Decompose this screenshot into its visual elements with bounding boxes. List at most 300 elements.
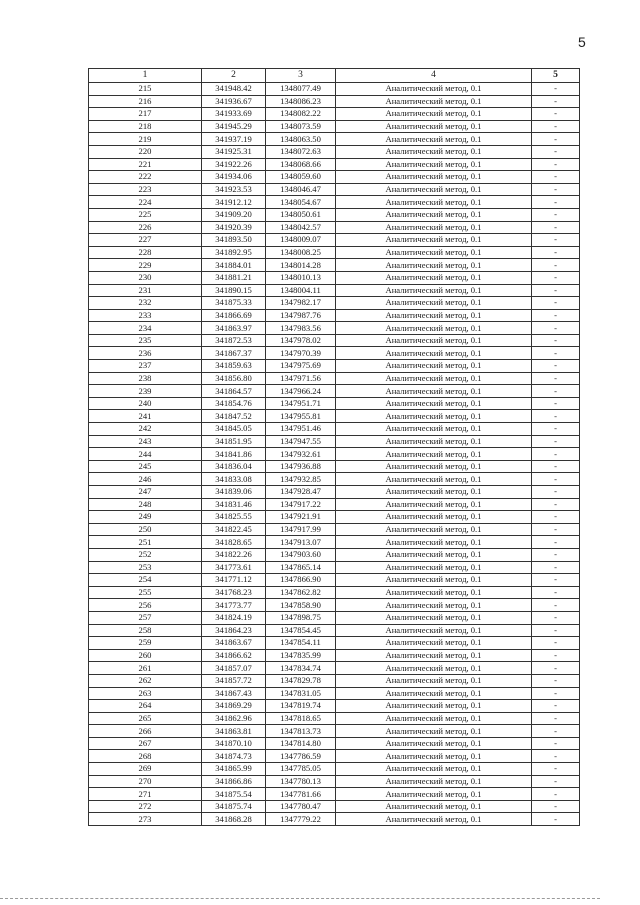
cell-coord-y: 1347813.73 [266, 725, 336, 738]
cell-point-number: 265 [89, 712, 202, 725]
cell-note: - [532, 385, 580, 398]
table-row [89, 297, 580, 310]
cell-method: Аналитический метод, 0.1 [336, 171, 532, 184]
cell-point-number: 249 [89, 511, 202, 524]
table-row [89, 347, 580, 360]
table-row [89, 133, 580, 146]
cell-method: Аналитический метод, 0.1 [336, 611, 532, 624]
cell-note: - [532, 486, 580, 499]
cell-coord-y: 1347819.74 [266, 700, 336, 713]
cell-point-number: 256 [89, 599, 202, 612]
cell-point-number: 245 [89, 460, 202, 473]
cell-method: Аналитический метод, 0.1 [336, 498, 532, 511]
cell-point-number: 270 [89, 775, 202, 788]
cell-coord-x: 341945.29 [202, 120, 266, 133]
cell-method: Аналитический метод, 0.1 [336, 259, 532, 272]
cell-coord-x: 341864.57 [202, 385, 266, 398]
cell-coord-y: 1347971.56 [266, 372, 336, 385]
cell-coord-y: 1348073.59 [266, 120, 336, 133]
table-row [89, 234, 580, 247]
cell-coord-y: 1347983.56 [266, 322, 336, 335]
cell-point-number: 219 [89, 133, 202, 146]
table-row [89, 674, 580, 687]
cell-note: - [532, 246, 580, 259]
cell-note: - [532, 360, 580, 373]
header-col-3: 3 [266, 69, 336, 83]
cell-note: - [532, 221, 580, 234]
cell-coord-y: 1348042.57 [266, 221, 336, 234]
cell-method: Аналитический метод, 0.1 [336, 548, 532, 561]
cell-coord-y: 1348068.66 [266, 158, 336, 171]
table-row [89, 108, 580, 121]
cell-coord-y: 1347975.69 [266, 360, 336, 373]
cell-method: Аналитический метод, 0.1 [336, 813, 532, 826]
cell-method: Аналитический метод, 0.1 [336, 649, 532, 662]
cell-note: - [532, 309, 580, 322]
table-row [89, 574, 580, 587]
cell-coord-x: 341822.45 [202, 523, 266, 536]
cell-coord-x: 341866.86 [202, 775, 266, 788]
table-row [89, 737, 580, 750]
cell-method: Аналитический метод, 0.1 [336, 637, 532, 650]
cell-note: - [532, 208, 580, 221]
table-row [89, 800, 580, 813]
cell-point-number: 267 [89, 737, 202, 750]
cell-coord-x: 341884.01 [202, 259, 266, 272]
cell-method: Аналитический метод, 0.1 [336, 712, 532, 725]
cell-coord-x: 341866.69 [202, 309, 266, 322]
cell-point-number: 218 [89, 120, 202, 133]
table-row [89, 687, 580, 700]
cell-point-number: 272 [89, 800, 202, 813]
table-row [89, 259, 580, 272]
cell-coord-x: 341865.99 [202, 763, 266, 776]
cell-point-number: 220 [89, 145, 202, 158]
cell-coord-x: 341862.96 [202, 712, 266, 725]
table-row [89, 334, 580, 347]
cell-method: Аналитический метод, 0.1 [336, 460, 532, 473]
cell-coord-y: 1347829.78 [266, 674, 336, 687]
cell-note: - [532, 133, 580, 146]
cell-method: Аналитический метод, 0.1 [336, 309, 532, 322]
cell-coord-x: 341933.69 [202, 108, 266, 121]
cell-note: - [532, 725, 580, 738]
header-col-2: 2 [202, 69, 266, 83]
cell-coord-x: 341867.37 [202, 347, 266, 360]
cell-method: Аналитический метод, 0.1 [336, 95, 532, 108]
cell-coord-x: 341869.29 [202, 700, 266, 713]
cell-method: Аналитический метод, 0.1 [336, 687, 532, 700]
cell-coord-x: 341875.33 [202, 297, 266, 310]
cell-method: Аналитический метод, 0.1 [336, 145, 532, 158]
cell-point-number: 263 [89, 687, 202, 700]
cell-point-number: 271 [89, 788, 202, 801]
cell-method: Аналитический метод, 0.1 [336, 624, 532, 637]
table-row [89, 662, 580, 675]
cell-coord-x: 341948.42 [202, 83, 266, 96]
table-row [89, 649, 580, 662]
cell-point-number: 254 [89, 574, 202, 587]
table-row [89, 385, 580, 398]
cell-coord-x: 341824.19 [202, 611, 266, 624]
cell-method: Аналитический метод, 0.1 [336, 284, 532, 297]
cell-note: - [532, 788, 580, 801]
table-row [89, 712, 580, 725]
cell-coord-x: 341828.65 [202, 536, 266, 549]
cell-method: Аналитический метод, 0.1 [336, 448, 532, 461]
cell-method: Аналитический метод, 0.1 [336, 536, 532, 549]
table-row [89, 271, 580, 284]
cell-coord-y: 1347865.14 [266, 561, 336, 574]
cell-coord-x: 341874.73 [202, 750, 266, 763]
table-row [89, 700, 580, 713]
cell-method: Аналитический метод, 0.1 [336, 574, 532, 587]
cell-coord-y: 1347936.88 [266, 460, 336, 473]
cell-coord-x: 341870.10 [202, 737, 266, 750]
cell-note: - [532, 737, 580, 750]
cell-coord-y: 1348009.07 [266, 234, 336, 247]
table-row [89, 448, 580, 461]
cell-coord-y: 1347932.85 [266, 473, 336, 486]
cell-coord-x: 341841.86 [202, 448, 266, 461]
cell-method: Аналитический метод, 0.1 [336, 397, 532, 410]
cell-point-number: 261 [89, 662, 202, 675]
table-row [89, 548, 580, 561]
cell-note: - [532, 259, 580, 272]
cell-method: Аналитический метод, 0.1 [336, 473, 532, 486]
cell-method: Аналитический метод, 0.1 [336, 423, 532, 436]
cell-coord-y: 1347928.47 [266, 486, 336, 499]
cell-method: Аналитический метод, 0.1 [336, 737, 532, 750]
cell-point-number: 255 [89, 586, 202, 599]
cell-point-number: 253 [89, 561, 202, 574]
cell-note: - [532, 763, 580, 776]
cell-note: - [532, 284, 580, 297]
cell-note: - [532, 460, 580, 473]
cell-point-number: 227 [89, 234, 202, 247]
cell-coord-y: 1347862.82 [266, 586, 336, 599]
cell-note: - [532, 95, 580, 108]
cell-point-number: 259 [89, 637, 202, 650]
cell-method: Аналитический метод, 0.1 [336, 523, 532, 536]
cell-note: - [532, 397, 580, 410]
cell-coord-y: 1348063.50 [266, 133, 336, 146]
table-row [89, 511, 580, 524]
cell-coord-x: 341859.63 [202, 360, 266, 373]
cell-coord-x: 341845.05 [202, 423, 266, 436]
cell-note: - [532, 599, 580, 612]
cell-coord-y: 1348046.47 [266, 183, 336, 196]
cell-method: Аналитический метод, 0.1 [336, 410, 532, 423]
cell-coord-x: 341773.77 [202, 599, 266, 612]
table-row [89, 183, 580, 196]
cell-note: - [532, 83, 580, 96]
cell-note: - [532, 372, 580, 385]
cell-point-number: 217 [89, 108, 202, 121]
cell-method: Аналитический метод, 0.1 [336, 271, 532, 284]
cell-coord-y: 1347781.66 [266, 788, 336, 801]
cell-coord-y: 1347903.60 [266, 548, 336, 561]
table-row [89, 196, 580, 209]
cell-method: Аналитический метод, 0.1 [336, 725, 532, 738]
cell-coord-y: 1347835.99 [266, 649, 336, 662]
cell-note: - [532, 662, 580, 675]
cell-method: Аналитический метод, 0.1 [336, 133, 532, 146]
cell-point-number: 258 [89, 624, 202, 637]
cell-coord-x: 341847.52 [202, 410, 266, 423]
cell-coord-y: 1347854.45 [266, 624, 336, 637]
table-row [89, 221, 580, 234]
cell-coord-x: 341866.62 [202, 649, 266, 662]
table-row [89, 360, 580, 373]
cell-coord-x: 341867.43 [202, 687, 266, 700]
cell-method: Аналитический метод, 0.1 [336, 674, 532, 687]
table-row [89, 498, 580, 511]
cell-coord-y: 1348054.67 [266, 196, 336, 209]
table-row [89, 158, 580, 171]
table-row [89, 309, 580, 322]
cell-coord-x: 341934.06 [202, 171, 266, 184]
cell-coord-x: 341890.15 [202, 284, 266, 297]
cell-coord-y: 1347951.71 [266, 397, 336, 410]
cell-coord-y: 1347978.02 [266, 334, 336, 347]
cell-note: - [532, 561, 580, 574]
cell-method: Аналитический метод, 0.1 [336, 586, 532, 599]
cell-note: - [532, 498, 580, 511]
cell-note: - [532, 448, 580, 461]
cell-note: - [532, 334, 580, 347]
cell-note: - [532, 674, 580, 687]
cell-coord-x: 341768.23 [202, 586, 266, 599]
cell-point-number: 257 [89, 611, 202, 624]
cell-point-number: 221 [89, 158, 202, 171]
table-row [89, 145, 580, 158]
cell-note: - [532, 473, 580, 486]
cell-method: Аналитический метод, 0.1 [336, 561, 532, 574]
cell-point-number: 231 [89, 284, 202, 297]
cell-point-number: 223 [89, 183, 202, 196]
cell-coord-y: 1347970.39 [266, 347, 336, 360]
cell-note: - [532, 687, 580, 700]
cell-point-number: 240 [89, 397, 202, 410]
cell-point-number: 260 [89, 649, 202, 662]
cell-method: Аналитический метод, 0.1 [336, 800, 532, 813]
cell-coord-y: 1347858.90 [266, 599, 336, 612]
coordinates-table [88, 68, 580, 826]
cell-point-number: 239 [89, 385, 202, 398]
cell-coord-x: 341863.81 [202, 725, 266, 738]
cell-coord-y: 1347932.61 [266, 448, 336, 461]
cell-coord-y: 1347831.05 [266, 687, 336, 700]
cell-coord-x: 341872.53 [202, 334, 266, 347]
cell-point-number: 266 [89, 725, 202, 738]
cell-note: - [532, 410, 580, 423]
table-row [89, 95, 580, 108]
cell-coord-y: 1347917.99 [266, 523, 336, 536]
cell-coord-x: 341937.19 [202, 133, 266, 146]
cell-point-number: 233 [89, 309, 202, 322]
cell-point-number: 226 [89, 221, 202, 234]
cell-coord-y: 1348077.49 [266, 83, 336, 96]
cell-coord-y: 1347898.75 [266, 611, 336, 624]
cell-note: - [532, 158, 580, 171]
cell-coord-y: 1347814.80 [266, 737, 336, 750]
cell-method: Аналитический метод, 0.1 [336, 322, 532, 335]
cell-point-number: 264 [89, 700, 202, 713]
cell-point-number: 235 [89, 334, 202, 347]
cell-note: - [532, 750, 580, 763]
cell-point-number: 251 [89, 536, 202, 549]
cell-note: - [532, 775, 580, 788]
cell-method: Аналитический метод, 0.1 [336, 511, 532, 524]
cell-note: - [532, 637, 580, 650]
table-row [89, 246, 580, 259]
cell-method: Аналитический метод, 0.1 [336, 158, 532, 171]
table-row [89, 637, 580, 650]
table-row [89, 763, 580, 776]
table-row [89, 725, 580, 738]
cell-method: Аналитический метод, 0.1 [336, 385, 532, 398]
cell-point-number: 234 [89, 322, 202, 335]
table-row [89, 410, 580, 423]
cell-note: - [532, 183, 580, 196]
cell-method: Аналитический метод, 0.1 [336, 372, 532, 385]
cell-note: - [532, 700, 580, 713]
cell-point-number: 244 [89, 448, 202, 461]
cell-note: - [532, 234, 580, 247]
cell-coord-y: 1347917.22 [266, 498, 336, 511]
table-row [89, 523, 580, 536]
cell-coord-y: 1347780.13 [266, 775, 336, 788]
cell-coord-x: 341851.95 [202, 435, 266, 448]
cell-point-number: 247 [89, 486, 202, 499]
cell-note: - [532, 548, 580, 561]
cell-note: - [532, 712, 580, 725]
header-col-4: 4 [336, 69, 532, 83]
cell-coord-x: 341881.21 [202, 271, 266, 284]
cell-coord-x: 341925.31 [202, 145, 266, 158]
table-row [89, 460, 580, 473]
cell-method: Аналитический метод, 0.1 [336, 662, 532, 675]
cell-coord-y: 1347982.17 [266, 297, 336, 310]
table-row [89, 536, 580, 549]
cell-note: - [532, 271, 580, 284]
cell-coord-y: 1347866.90 [266, 574, 336, 587]
cell-coord-x: 341831.46 [202, 498, 266, 511]
table-row [89, 435, 580, 448]
cell-coord-x: 341936.67 [202, 95, 266, 108]
cell-coord-x: 341773.61 [202, 561, 266, 574]
cell-coord-y: 1348008.25 [266, 246, 336, 259]
cell-coord-x: 341893.50 [202, 234, 266, 247]
cell-coord-x: 341864.23 [202, 624, 266, 637]
cell-coord-x: 341863.67 [202, 637, 266, 650]
cell-note: - [532, 196, 580, 209]
cell-coord-x: 341875.54 [202, 788, 266, 801]
cell-coord-y: 1347818.65 [266, 712, 336, 725]
table-row [89, 171, 580, 184]
cell-note: - [532, 171, 580, 184]
cell-method: Аналитический метод, 0.1 [336, 775, 532, 788]
table-row [89, 586, 580, 599]
table-row [89, 813, 580, 826]
cell-point-number: 232 [89, 297, 202, 310]
cell-coord-y: 1347854.11 [266, 637, 336, 650]
header-col-1: 1 [89, 69, 202, 83]
cell-method: Аналитический метод, 0.1 [336, 120, 532, 133]
cell-note: - [532, 120, 580, 133]
cell-note: - [532, 813, 580, 826]
cell-point-number: 237 [89, 360, 202, 373]
cell-method: Аналитический метод, 0.1 [336, 234, 532, 247]
cell-note: - [532, 536, 580, 549]
cell-point-number: 268 [89, 750, 202, 763]
header-col-5: 5 [532, 69, 580, 83]
cell-method: Аналитический метод, 0.1 [336, 347, 532, 360]
cell-method: Аналитический метод, 0.1 [336, 246, 532, 259]
table-row [89, 624, 580, 637]
cell-point-number: 236 [89, 347, 202, 360]
cell-coord-x: 341868.28 [202, 813, 266, 826]
cell-point-number: 216 [89, 95, 202, 108]
table-row [89, 423, 580, 436]
cell-note: - [532, 435, 580, 448]
cell-point-number: 238 [89, 372, 202, 385]
cell-coord-y: 1348086.23 [266, 95, 336, 108]
cell-coord-x: 341875.74 [202, 800, 266, 813]
cell-note: - [532, 523, 580, 536]
cell-coord-y: 1347955.81 [266, 410, 336, 423]
cell-method: Аналитический метод, 0.1 [336, 700, 532, 713]
cell-coord-y: 1347834.74 [266, 662, 336, 675]
cell-point-number: 229 [89, 259, 202, 272]
cell-coord-x: 341920.39 [202, 221, 266, 234]
cell-coord-y: 1348014.28 [266, 259, 336, 272]
cell-coord-y: 1348050.61 [266, 208, 336, 221]
table-row [89, 599, 580, 612]
cell-point-number: 242 [89, 423, 202, 436]
cell-point-number: 243 [89, 435, 202, 448]
cell-coord-x: 341771.12 [202, 574, 266, 587]
cell-coord-y: 1348010.13 [266, 271, 336, 284]
table-row [89, 120, 580, 133]
page-number: 5 [578, 34, 586, 50]
table-row [89, 83, 580, 96]
cell-note: - [532, 347, 580, 360]
table-row [89, 750, 580, 763]
cell-method: Аналитический метод, 0.1 [336, 360, 532, 373]
cell-method: Аналитический метод, 0.1 [336, 221, 532, 234]
cell-coord-x: 341836.04 [202, 460, 266, 473]
cell-point-number: 228 [89, 246, 202, 259]
cell-coord-x: 341833.08 [202, 473, 266, 486]
cell-coord-y: 1347913.07 [266, 536, 336, 549]
table-row [89, 611, 580, 624]
cell-coord-y: 1347987.76 [266, 309, 336, 322]
cell-coord-y: 1347921.91 [266, 511, 336, 524]
cell-coord-x: 341857.72 [202, 674, 266, 687]
cell-point-number: 252 [89, 548, 202, 561]
cell-point-number: 269 [89, 763, 202, 776]
cell-note: - [532, 423, 580, 436]
footer-divider [0, 898, 600, 899]
table-body [89, 83, 580, 826]
cell-coord-x: 341863.97 [202, 322, 266, 335]
cell-method: Аналитический метод, 0.1 [336, 599, 532, 612]
cell-method: Аналитический метод, 0.1 [336, 486, 532, 499]
cell-method: Аналитический метод, 0.1 [336, 297, 532, 310]
cell-note: - [532, 297, 580, 310]
